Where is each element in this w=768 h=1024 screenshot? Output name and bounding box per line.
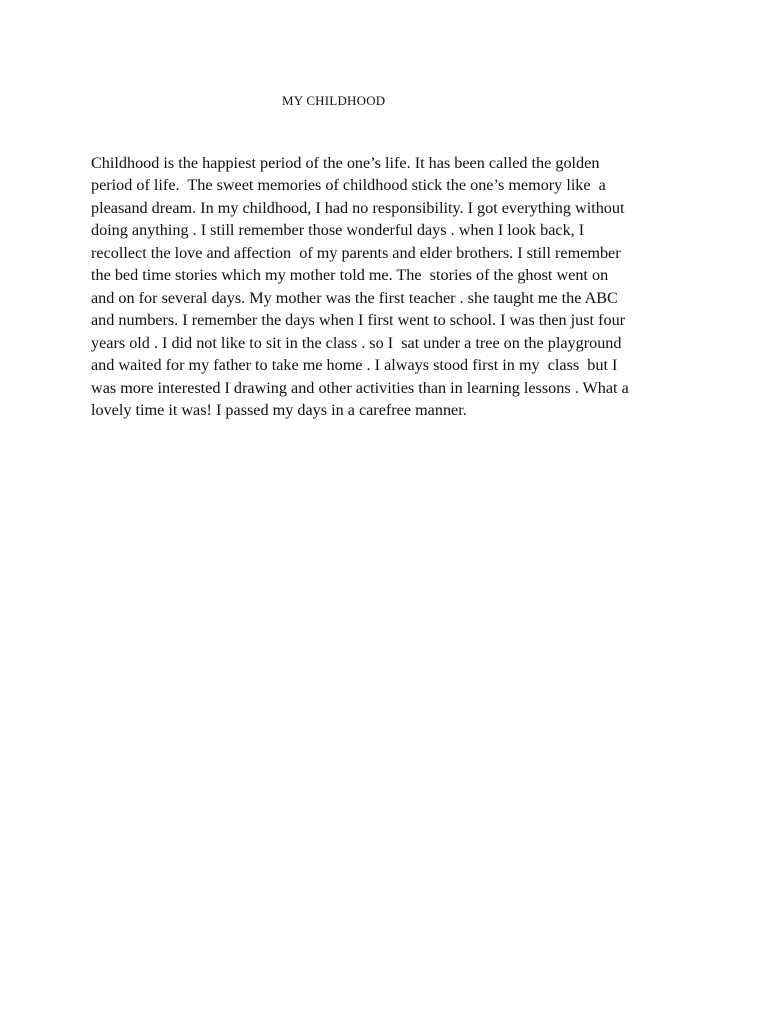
document-title: MY CHILDHOOD — [282, 93, 386, 108]
paragraph-line: recollect the love and affection of my parents and elder brothers. I still remember — [91, 243, 621, 262]
paragraph-line: was more interested I drawing and other activities than in learning lessons . What a — [91, 378, 629, 397]
paragraph-line: pleasand dream. In my childhood, I had no responsibility. I got everything without — [91, 198, 625, 217]
paragraph-line: the bed time stories which my mother told me. The stories of the ghost went on — [91, 266, 609, 285]
paragraph-line: Childhood is the happiest period of the one’s life. It has been called the golden — [91, 154, 600, 172]
paragraph-line: and numbers. I remember the days when I first went to school. I was then just four — [91, 311, 626, 330]
paragraph-line: and waited for my father to take me home . I always stood first in my class but I — [91, 356, 618, 375]
paragraph-line: and on for several days. My mother was the first teacher . she taught me the ABC — [91, 288, 618, 307]
paragraph-line: years old . I did not like to sit in the class . so I sat under a tree on the playground — [91, 333, 622, 352]
paragraph-line: doing anything . I still remember those wonderful days . when I look back, I — [91, 221, 585, 240]
essay-paragraph — [91, 152, 711, 421]
paragraph-line: period of life. The sweet memories of childhood stick the one’s memory like a — [91, 176, 606, 195]
paragraph-line: lovely time it was! I passed my days in a carefree manner. — [91, 400, 467, 419]
